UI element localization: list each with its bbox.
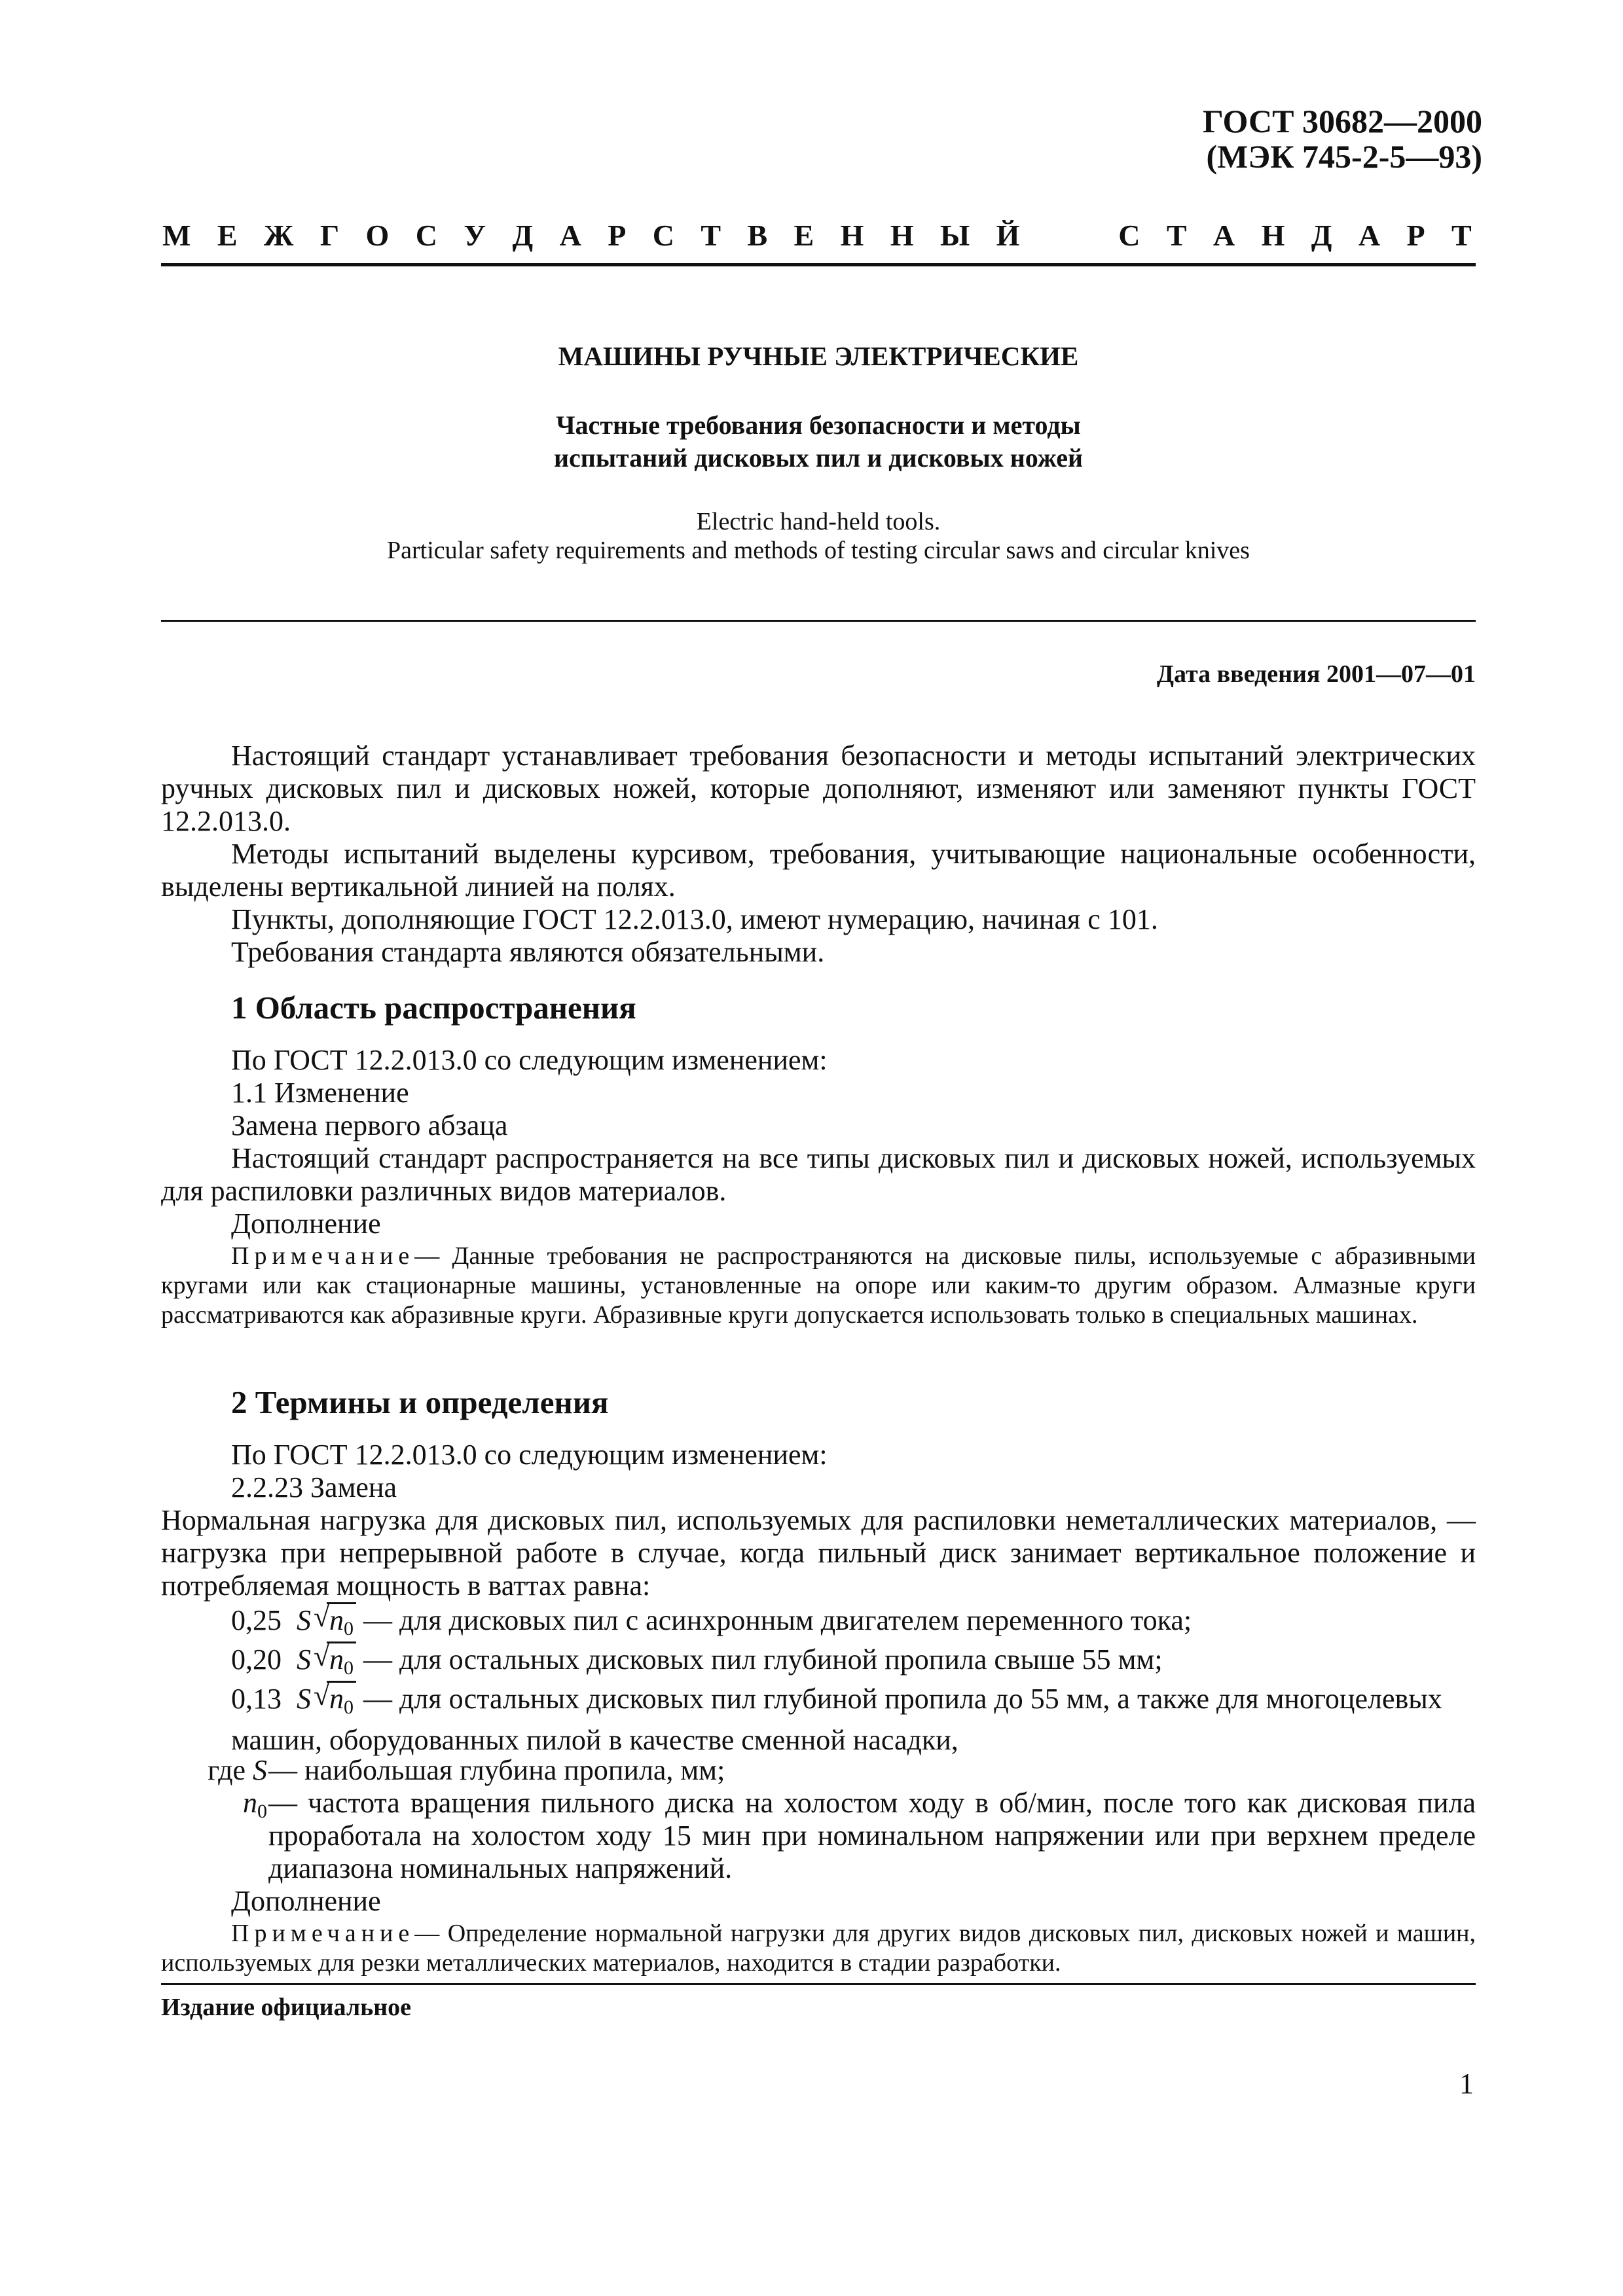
document-subtitle-line2: испытаний дисковых пил и дисковых ножей: [553, 443, 1084, 473]
heading-letter: Й: [996, 219, 1020, 252]
heading-letter: Е: [217, 219, 238, 252]
section-1-line-4: Дополнение: [231, 1208, 381, 1240]
footer-rule: [161, 1983, 1476, 1985]
heading-letter: Г: [319, 219, 340, 252]
section-2-heading: 2 Термины и определения: [231, 1384, 609, 1420]
heading-letter: Т: [1451, 219, 1472, 252]
heading-letter: Д: [1311, 219, 1332, 252]
heading-letter: Ж: [263, 219, 294, 252]
section-2-line-3: Дополнение: [231, 1885, 381, 1917]
edition-label: Издание официальное: [161, 1994, 412, 2021]
document-title: МАШИНЫ РУЧНЫЕ ЭЛЕКТРИЧЕСКИЕ: [558, 341, 1079, 371]
heading-letter: А: [559, 219, 581, 252]
heading-letter: С: [1118, 219, 1140, 252]
heading-letter: Е: [793, 219, 814, 252]
note-label: Примечание: [231, 1920, 415, 1947]
note-text: — Данные требования не распространяются на дисковые пилы, используемые с абразивными кругами или как стационарные машины, установленные на опоре или каким-то другим образом. Алмазные круги рассматриваются как абразивные круги. Абразивные круги допускается использовать только в специальных машинах.: [161, 1242, 1476, 1329]
section-1-line-2: 1.1 Изменение: [231, 1077, 409, 1109]
section-1-paragraph: Настоящий стандарт распространяется на все типы дисковых пил и дисковых ножей, используемых для распиловки различных видов материалов.: [161, 1142, 1476, 1207]
document-subtitle-line1: Частные требования безопасности и методы: [556, 410, 1081, 440]
heading-letter: Н: [1261, 219, 1285, 252]
title-rule: [161, 620, 1476, 622]
page-number: 1: [1459, 2068, 1474, 2100]
section-2-paragraph: Нормальная нагрузка для дисковых пил, используемых для распиловки неметаллических материалов, — нагрузка при непрерывной работе в случае, когда пильный диск занимает вертикальное положение и потребляемая мощность в ваттах равна:: [161, 1504, 1476, 1602]
heading-letter: О: [365, 219, 390, 252]
heading-letter: С: [415, 219, 437, 252]
section-2-line-2: 2.2.23 Замена: [231, 1471, 397, 1503]
sqrt-symbol: √ n0: [314, 1641, 356, 1685]
heading-letter: Т: [701, 219, 721, 252]
heading-letter: Н: [890, 219, 914, 252]
heading-letter: Р: [1406, 219, 1425, 252]
section-1-note: [161, 1242, 1476, 1330]
definition-S-text: — наибольшая глубина пропила, мм;: [268, 1754, 725, 1786]
intro-paragraph-2: Методы испытаний выделены курсивом, требования, учитывающие национальные особенности, выделены вертикальной линией на полях.: [161, 838, 1476, 903]
section-2-note: [161, 1919, 1476, 1978]
gost-number: ГОСТ 30682—2000: [1202, 103, 1482, 139]
header-rule: [161, 263, 1476, 266]
heading-letter: У: [464, 219, 486, 252]
sqrt-symbol: √ n0: [314, 1681, 356, 1724]
definition-S-symbol: где S: [208, 1754, 267, 1786]
section-1-line-1: По ГОСТ 12.2.013.0 со следующим изменением:: [231, 1044, 828, 1076]
definition-n0-text: — частота вращения пильного диска на холостом ходу в об/мин, после того как дисковая пила проработала на холостом ходу 15 мин при номинальном напряжении или при верхнем пределе диапазона номинальных напряжений.: [268, 1787, 1476, 1884]
intro-paragraph-4: Требования стандарта являются обязательными.: [231, 936, 825, 968]
iec-number: (МЭК 745-2-5—93): [1206, 138, 1482, 175]
definition-n0-symbol: n0: [243, 1787, 267, 1822]
formula-row-2: 0,20 S√ n0 — для остальных дисковых пил глубиной пропила свыше 55 мм;: [231, 1641, 1163, 1685]
heading-letter: [1046, 216, 1092, 255]
heading-letter: В: [747, 219, 768, 252]
heading-letter: Р: [608, 219, 627, 252]
heading-letter: Д: [512, 219, 534, 252]
note-label: Примечание: [231, 1242, 415, 1270]
heading-letter: А: [1358, 219, 1381, 252]
intro-paragraph-1: Настоящий стандарт устанавливает требования безопасности и методы испытаний электрических ручных дисковых пил и дисковых ножей, которые дополняют, изменяют или заменяют пункты ГОСТ 12.2.013.0.: [161, 740, 1476, 837]
section-2-line-1: По ГОСТ 12.2.013.0 со следующим изменением:: [231, 1439, 828, 1471]
sqrt-symbol: √ n0: [314, 1602, 356, 1645]
heading-letter: М: [162, 219, 191, 252]
heading-letter: Ы: [940, 219, 970, 252]
english-title-line2: Particular safety requirements and methods of testing circular saws and circular knives: [387, 537, 1250, 564]
section-1-line-3: Замена первого абзаца: [231, 1109, 508, 1141]
heading-letter: С: [652, 219, 674, 252]
introduction-date: Дата введения 2001—07—01: [1156, 660, 1476, 688]
heading-letter: Н: [840, 219, 864, 252]
english-title-line1: Electric hand-held tools.: [696, 508, 941, 535]
section-1-heading: 1 Область распространения: [231, 990, 636, 1026]
intro-paragraph-3: Пункты, дополняющие ГОСТ 12.2.013.0, имеют нумерацию, начиная с 101.: [231, 903, 1158, 935]
heading-letter: Т: [1166, 219, 1187, 252]
heading-letter: А: [1213, 219, 1235, 252]
standard-type-heading: [162, 216, 1472, 255]
note-text: — Определение нормальной нагрузки для других видов дисковых пил, дисковых ножей и машин, используемых для резки металлических материалов, находится в стадии разработки.: [161, 1920, 1476, 1977]
formula-row-3: 0,13 S√ n0 — для остальных дисковых пил глубиной пропила до 55 мм, а также для многоцелевых машин, оборудованных пилой в качестве сменной насадки,: [231, 1681, 1475, 1757]
formula-row-1: 0,25 S√ n0 — для дисковых пил с асинхронным двигателем переменного тока;: [231, 1602, 1192, 1645]
